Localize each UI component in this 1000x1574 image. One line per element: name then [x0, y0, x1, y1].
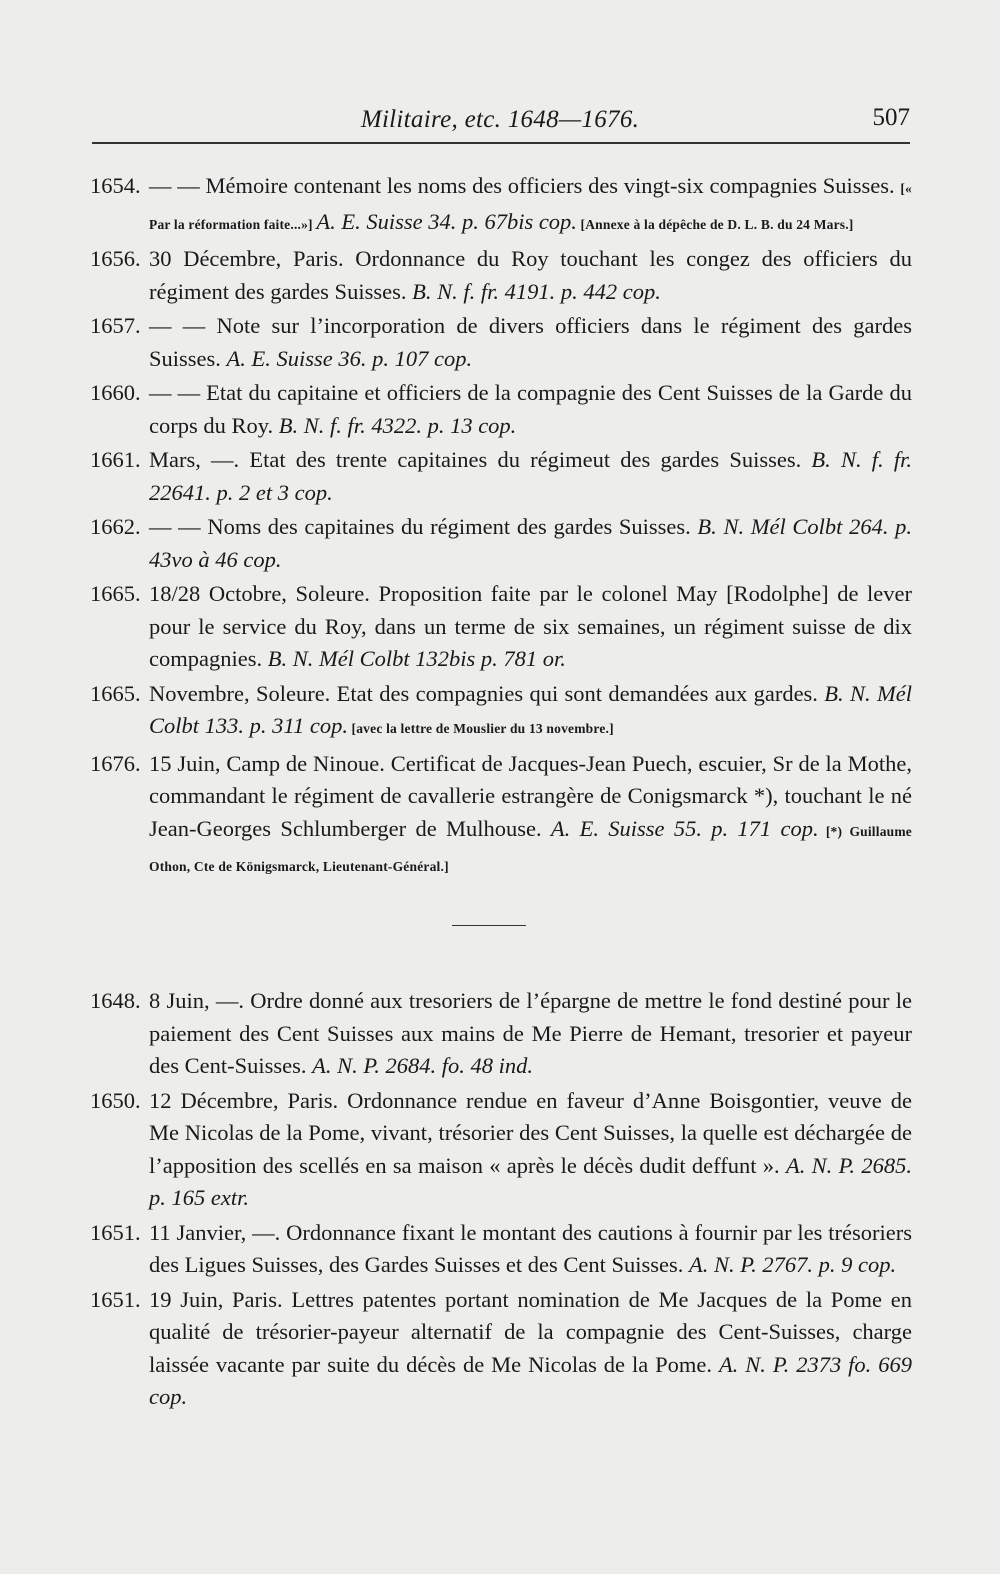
entry-year: 1651. [90, 1286, 141, 1312]
entries-section-a [92, 170, 912, 886]
entry-year: 1665. [90, 581, 141, 606]
entry-year: 1676. [90, 750, 141, 776]
running-title: Militaire, etc. 1648—1676. [360, 106, 640, 133]
entry-text: 30 Décembre, Paris. Ordonnance du Roy touchant les congez des officiers du régiment des gardes Suisses. [149, 246, 912, 304]
entry [92, 748, 912, 884]
entry-text: — — Noms des capitaines du régiment des gardes Suisses. [149, 514, 698, 539]
entry-note: [Annexe à la dépêche de D. L. B. du 24 Mars.] [576, 216, 854, 232]
entry [92, 985, 912, 1083]
entry-text: 18/28 Octobre, Soleure. Proposition faite par le colonel May [Rodolphe] de lever pour le service du Roy, dans un terme de six semaines, un régiment suisse de dix compagnies. [149, 581, 912, 671]
entry-text: 15 Juin, Camp de Ninoue. Certificat de Jacques-Jean Puech, escuier, Sr de la Mothe, commandant le régiment de cavallerie estrangère de Conigsmarck *), touchant le né Jean-Georges Schlumberger de Mulhouse. [149, 750, 912, 841]
entry-reference: A. N. P. 2685. p. 165 extr. [149, 1152, 912, 1210]
entry-year: 1665. [90, 680, 141, 706]
entry-reference: B. N. Mél Colbt 264. p. 43vo à 46 cop. [149, 514, 912, 572]
entry-note: [avec la lettre de Mouslier du 13 novembre.] [347, 721, 614, 736]
entry-reference: A. N. P. 2684. fo. 48 ind. [312, 1053, 533, 1078]
entry-text: 11 Janvier, —. Ordonnance fixant le montant des cautions à fournir par les trésoriers des Ligues Suisses, des Gardes Suisses et des Cent Suisses. [149, 1219, 912, 1277]
entry-year: 1650. [90, 1087, 141, 1113]
entry-reference: B. N. f. fr. 4191. p. 442 cop. [412, 278, 661, 304]
entry-reference: A. E. Suisse 55. p. 171 cop. [550, 815, 819, 841]
entry [92, 243, 912, 308]
entry-reference: B. N. Mél Colbt 133. p. 311 cop. [149, 680, 912, 738]
entry-reference: A. N. P. 2767. p. 9 cop. [688, 1252, 897, 1277]
entry-year: 1661. [90, 447, 141, 472]
section-divider [452, 925, 526, 926]
entry [92, 310, 912, 375]
entry-reference: B. N. f. fr. 22641. p. 2 et 3 cop. [149, 447, 912, 505]
entry-text: Novembre, Soleure. Etat des compagnies qui sont demandées aux gardes. [149, 680, 825, 706]
entry [92, 511, 912, 576]
entry-reference: B. N. Mél Colbt 132bis p. 781 or. [267, 646, 566, 671]
page-number: 507 [872, 104, 910, 131]
entry [92, 1085, 912, 1215]
entry-text: 19 Juin, Paris. Lettres patentes portant nomination de Me Jacques de la Pome en qualité de trésorier-payeur alternatif de la compagnie des Cent-Suisses, charge laissée vacante par suite du décès de Me Nicolas de la Pome. [149, 1286, 912, 1377]
entry-year: 1657. [90, 313, 141, 338]
entry [92, 578, 912, 676]
entry-reference: A. N. P. 2373 fo. 669 cop. [149, 1351, 912, 1409]
entries-section-b [92, 985, 912, 1416]
entry [92, 377, 912, 442]
entry-year: 1651. [90, 1219, 141, 1245]
entry-year: 1660. [90, 380, 141, 405]
entry [92, 1217, 912, 1282]
header-rule [92, 142, 910, 144]
entry-text: 8 Juin, —. Ordre donné aux tresoriers de l’épargne de mettre le fond destiné pour le paiement des Cent Suisses aux mains de Me Pierre de Hemant, tresorier et payeur des Cent-Suisses. [149, 988, 912, 1078]
entry-note: [*) Guillaume Othon, Cte de Königsmarck, Lieutenant-Général.] [149, 823, 912, 874]
entry [92, 444, 912, 509]
entry-text: — — Mémoire contenant les noms des officiers des vingt-six compagnies Suisses. [149, 173, 901, 198]
entry-text: 12 Décembre, Paris. Ordonnance rendue en faveur d’Anne Boisgontier, veuve de Me Nicolas de la Pome, vivant, trésorier des Cent Suisses, la quelle est déchargée de l’apposition des scellés en sa maison « après le décès dudit deffunt ». [149, 1087, 912, 1178]
entry-text: — — Note sur l’incorporation de divers officiers dans le régiment des gardes Suisses. [149, 313, 912, 371]
entry-reference: A. E. Suisse 36. p. 107 cop. [226, 345, 473, 371]
entry-year: 1654. [90, 173, 141, 198]
entry [92, 678, 912, 746]
entry [92, 170, 912, 241]
entry [92, 1284, 912, 1414]
entry-reference: A. E. Suisse 34. p. 67bis cop. [316, 208, 577, 234]
entry-text: Mars, —. Etat des trente capitaines du régimeut des gardes Suisses. [149, 447, 812, 472]
entry-year: 1662. [90, 514, 141, 539]
entry-text: — — Etat du capitaine et officiers de la compagnie des Cent Suisses de la Garde du corps du Roy. [149, 380, 912, 438]
entry-year: 1656. [90, 246, 141, 271]
entry-reference: B. N. f. fr. 4322. p. 13 cop. [278, 412, 517, 438]
entry-note: [« Par la réformation faite...»] [149, 181, 912, 232]
page-header [90, 102, 910, 140]
entry-year: 1648. [90, 988, 141, 1013]
